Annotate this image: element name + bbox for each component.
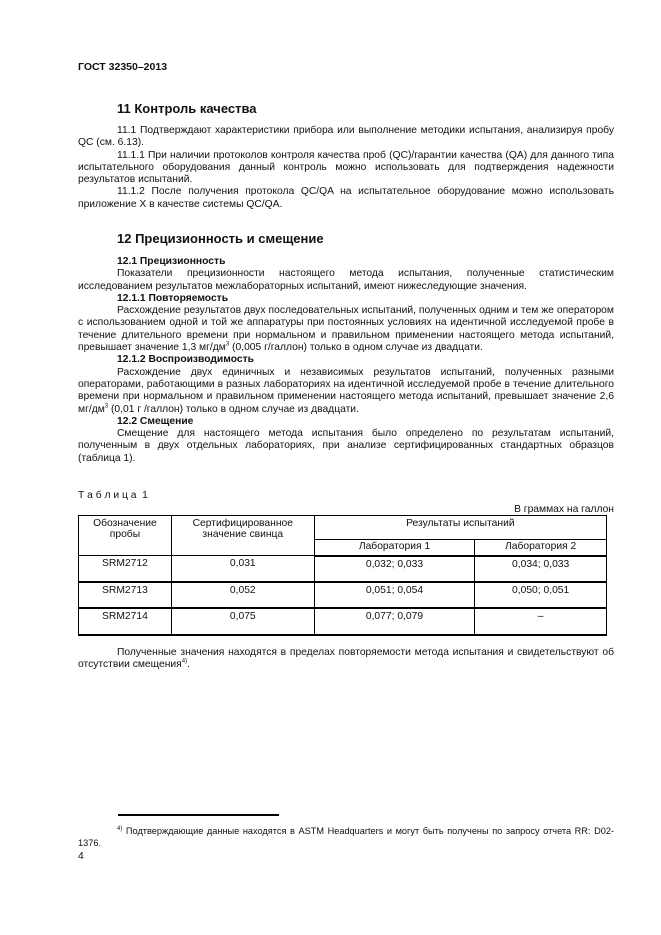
- table-caption: Т а б л и ц а 1: [78, 490, 148, 501]
- paragraph: 11.1.2 После получения протокола QC/QA на испытательное оборудование можно использовать приложение X в качестве системы QC/QA.: [78, 186, 614, 210]
- cell: 0,051; 0,054: [314, 582, 475, 608]
- paragraph: [78, 305, 614, 354]
- footnote: [78, 826, 614, 849]
- header-sample: Обозначение пробы: [79, 516, 172, 556]
- results-table: [78, 515, 607, 636]
- paragraph: 11.1 Подтверждают характеристики прибора или выполнение методики испытания, анализируя пробу QC (см. 6.13).: [78, 125, 614, 149]
- cell: 0,032; 0,033: [314, 556, 475, 582]
- paragraph: Показатели прецизионности настоящего метода испытания, полученные статистическим исследованием результатов межлабораторных испытаний, имеют нижеследующие значения.: [78, 268, 614, 292]
- subsection-title: 12.1.1 Повторяемость: [117, 292, 229, 304]
- page-number: 4: [78, 851, 84, 862]
- text: Расхождение результатов двух последовательных испытаний, полученных одним и тем же оператором с использованием одной и той же аппаратуры при постоянных условиях на идентичной исследуемой пробе в течение длительного времени при нормальном и правильном применении настоящего метода испытаний, превышает значение 1,3 мг/дм: [78, 305, 614, 354]
- paragraph: [78, 367, 614, 416]
- text: Подтверждающие данные находятся в ASTM Headquarters и могут быть получены по запросу отчета RR: D02-1376.: [78, 826, 614, 848]
- cell: –: [475, 608, 607, 635]
- superscript: 3: [104, 403, 109, 410]
- subsection-title: 12.1 Прецизионность: [117, 256, 226, 267]
- table-row: [79, 556, 607, 582]
- document-header: ГОСТ 32350–2013: [78, 61, 168, 73]
- text: Полученные значения находятся в пределах повторяемости метода испытания и свидетельствуют об отсутствии смещения: [78, 647, 614, 671]
- subsection-title: 12.2 Смещение: [117, 415, 194, 427]
- footnote-ref: 4): [181, 658, 188, 665]
- cell: SRM2714: [79, 608, 172, 635]
- superscript: 3: [225, 341, 230, 348]
- cell: SRM2713: [79, 582, 172, 608]
- cell: 0,075: [171, 608, 314, 635]
- paragraph: Смещение для настоящего метода испытания было определено по результатам испытаний, полученным в двух отдельных лабораториях, при анализе сертифицированных стандартных образцов (таблица 1).: [78, 428, 614, 464]
- header-results: Результаты испытаний: [314, 516, 606, 540]
- paragraph: 11.1.1 При наличии протоколов контроля качества проб (QC)/гарантии качества (QA) для данного типа испытательного оборудования данный контроль можно использовать для подтверждения надежности результатов испытаний.: [78, 149, 614, 186]
- subsection-title: 12.1.2 Воспроизводимость: [117, 354, 255, 366]
- paragraph: [78, 647, 614, 672]
- text: Расхождение двух единичных и независимых результатов испытаний, полученных разными операторами, работающими в разных лабораториях на идентичной исследуемой пробе в течение длительного времени при нормальном и правильном применении настоящего метода испытаний, превышает значение 2,6 мг/дм: [78, 366, 614, 415]
- text: .: [187, 659, 190, 671]
- conclusion: [78, 647, 614, 672]
- table-units: В граммах на галлон: [514, 504, 614, 515]
- cell: 0,031: [171, 556, 314, 582]
- footnote-separator: [118, 814, 279, 816]
- cell: SRM2712: [79, 556, 172, 582]
- cell: 0,050; 0,051: [475, 582, 607, 608]
- table-row: [79, 582, 607, 608]
- header-certified-value: Сертифицированное значение свинца: [171, 516, 314, 556]
- footnote-text: [78, 826, 614, 849]
- cell: 0,052: [171, 582, 314, 608]
- section-12: [78, 231, 614, 465]
- text: (0,01 г /галлон) только в одном случае из двадцати.: [108, 403, 359, 415]
- header-lab2: Лаборатория 2: [475, 540, 607, 556]
- header-lab1: Лаборатория 1: [314, 540, 475, 556]
- table-row: [79, 608, 607, 635]
- text: (0,005 г/галлон) только в одном случае из двадцати.: [229, 342, 483, 354]
- section-title: 11 Контроль качества: [117, 101, 257, 116]
- cell: 0,077; 0,079: [314, 608, 475, 635]
- section-11: [78, 101, 614, 211]
- section-title: 12 Прецизионность и смещение: [117, 231, 324, 246]
- cell: 0,034; 0,033: [475, 556, 607, 582]
- footnote-mark: 4): [117, 825, 123, 832]
